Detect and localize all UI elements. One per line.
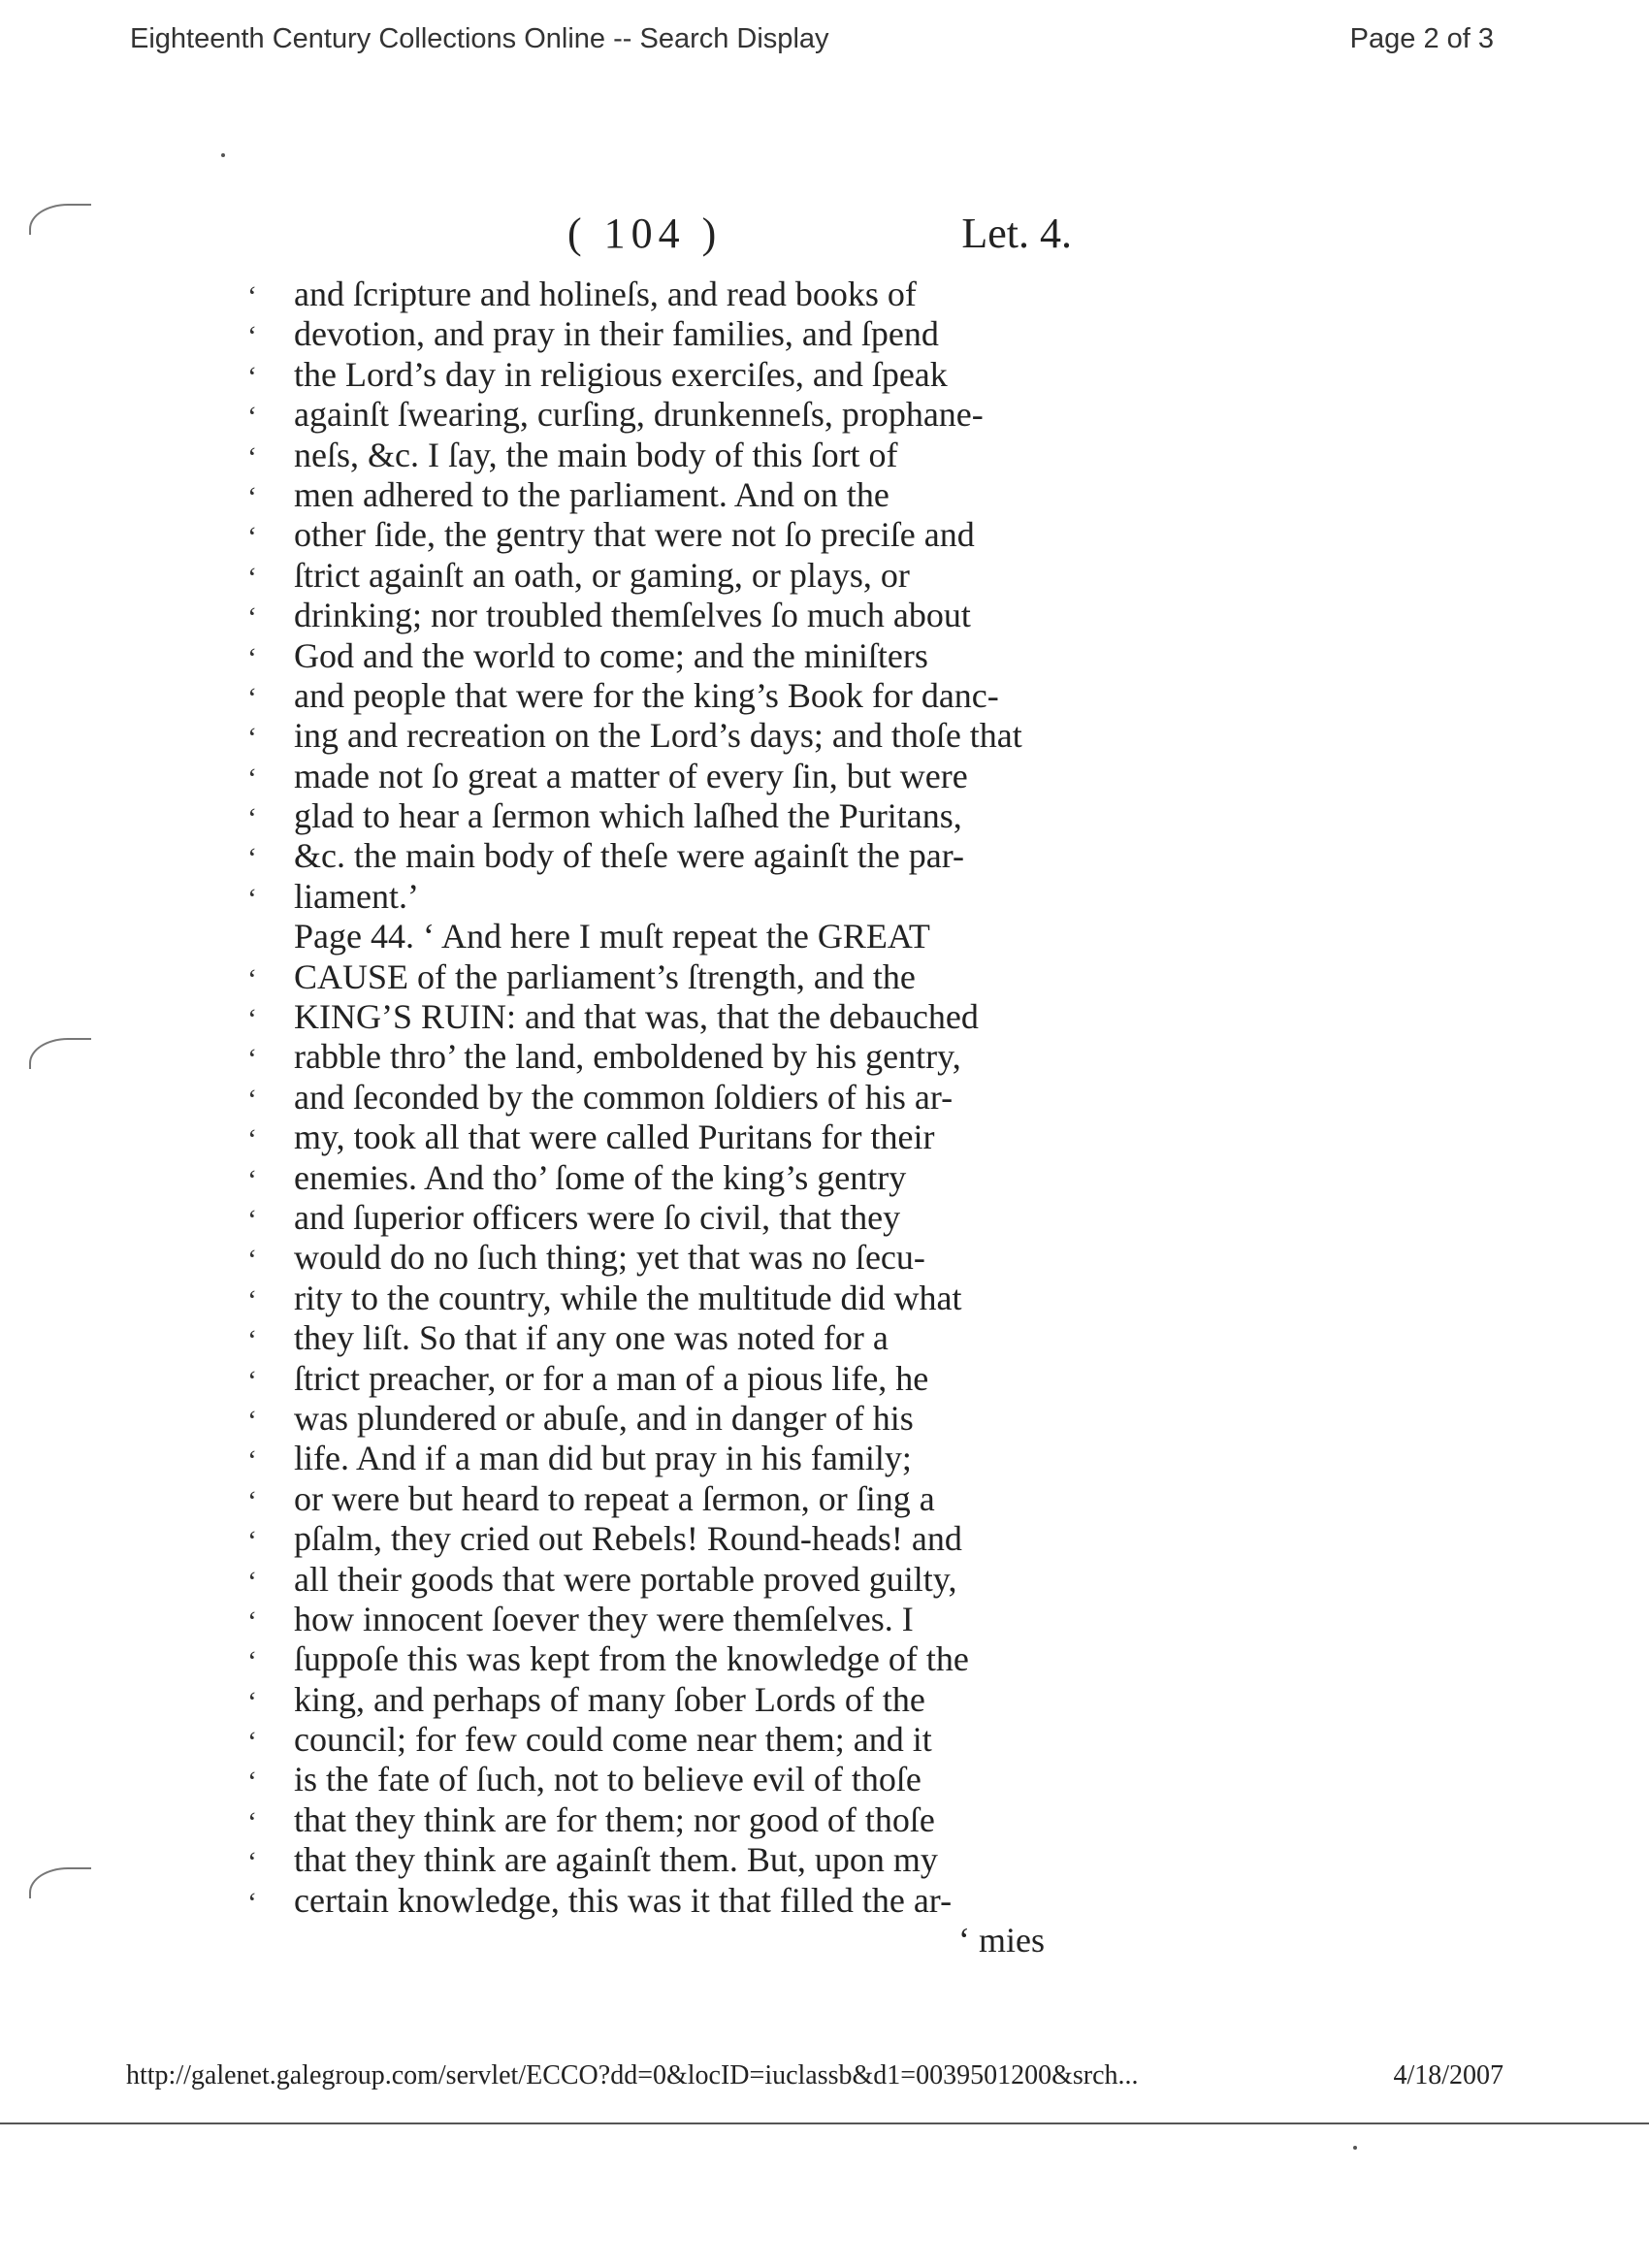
text-line xyxy=(247,877,1052,917)
letter-reference: Let. 4. xyxy=(961,210,1072,257)
text-line xyxy=(247,1238,1052,1278)
quote-mark: ‘ xyxy=(247,280,257,312)
quote-mark: ‘ xyxy=(247,1444,257,1477)
punch-hole-mark xyxy=(29,204,91,235)
text-line-content: ſuppoſe this was kept from the knowledge of the xyxy=(294,1639,969,1679)
text-line xyxy=(247,1639,1052,1679)
quote-mark: ‘ xyxy=(247,882,257,915)
text-line-content: glad to hear a ſermon which laſhed the Puritans, xyxy=(294,796,962,836)
quote-mark: ‘ xyxy=(247,1604,257,1637)
text-line xyxy=(247,1840,1052,1880)
punch-hole-mark xyxy=(29,1867,91,1898)
text-line-content: council; for few could come near them; and it xyxy=(294,1720,932,1760)
quote-mark: ‘ xyxy=(247,1364,257,1397)
text-line-content: ing and recreation on the Lord’s days; and thoſe that xyxy=(294,716,1022,756)
quote-mark: ‘ xyxy=(247,1043,257,1076)
text-line-content: or were but heard to repeat a ſermon, or ſing a xyxy=(294,1478,935,1518)
text-line-content: men adhered to the parliament. And on the xyxy=(294,474,889,514)
text-line xyxy=(247,1158,1052,1198)
text-line-content: would do no ſuch thing; yet that was no ſecu- xyxy=(294,1238,925,1278)
text-line xyxy=(247,515,1052,555)
text-line-content: certain knowledge, this was it that filled the ar- xyxy=(294,1880,953,1920)
text-line xyxy=(247,1560,1052,1600)
quote-mark: ‘ xyxy=(247,641,257,674)
quote-mark: ‘ xyxy=(247,521,257,554)
text-line-content: Page 44. ‘ And here I muſt repeat the GREAT xyxy=(294,917,930,956)
text-line xyxy=(247,355,1052,395)
quote-mark: ‘ xyxy=(247,1685,257,1718)
quote-mark: ‘ xyxy=(247,1805,257,1838)
text-line-content: and ſuperior officers were ſo civil, that they xyxy=(294,1197,901,1237)
text-line-content: rity to the country, while the multitude did what xyxy=(294,1278,962,1317)
quote-mark: ‘ xyxy=(247,1244,257,1277)
text-line-content: and ſcripture and holineſs, and read books of xyxy=(294,275,917,313)
text-line xyxy=(247,1279,1052,1318)
text-line-content: &c. the main body of theſe were againſt the par- xyxy=(294,836,965,876)
quote-mark: ‘ xyxy=(247,601,257,634)
print-footer-url: http://galenet.galegroup.com/servlet/ECCO?dd=0&locID=iuclassb&d1=0039501200&srch... xyxy=(126,2060,1139,2090)
text-line xyxy=(247,1118,1052,1157)
print-footer-date: 4/18/2007 xyxy=(1393,2060,1504,2090)
text-line xyxy=(247,1881,1052,1921)
text-line-content: and people that were for the king’s Book for danc- xyxy=(294,675,999,715)
text-line xyxy=(247,275,1052,314)
text-line-content: God and the world to come; and the miniſters xyxy=(294,635,928,675)
text-line-content: ſtrict preacher, or for a man of a pious life, he xyxy=(294,1358,929,1398)
text-line-content: drinking; nor troubled themſelves ſo much about xyxy=(294,596,971,635)
text-line xyxy=(247,1359,1052,1399)
print-page-count: Page 2 of 3 xyxy=(1349,23,1494,54)
text-line xyxy=(247,1198,1052,1238)
text-line-content: liament.’ xyxy=(294,876,419,916)
print-header-title: Eighteenth Century Collections Online -- Search Display xyxy=(130,23,829,54)
quote-mark: ‘ xyxy=(247,722,257,755)
text-line-content: is the fate of ſuch, not to believe evil of thoſe xyxy=(294,1760,922,1799)
quote-mark: ‘ xyxy=(247,1766,257,1798)
text-line xyxy=(247,395,1052,435)
text-line-content: they liſt. So that if any one was noted for a xyxy=(294,1318,889,1358)
text-line-content: that they think are againſt them. But, upon my xyxy=(294,1840,938,1880)
text-line-content: KING’S RUIN: and that was, that the debauched xyxy=(294,997,979,1037)
text-line-content: rabble thro’ the land, emboldened by his gentry, xyxy=(294,1037,961,1077)
quote-mark: ‘ xyxy=(247,1203,257,1236)
quote-mark: ‘ xyxy=(247,1083,257,1116)
text-line-content: againſt ſwearing, curſing, drunkenneſs, prophane- xyxy=(294,395,984,435)
quote-mark: ‘ xyxy=(247,561,257,594)
quote-mark: ‘ xyxy=(247,1565,257,1598)
text-line xyxy=(247,1037,1052,1077)
text-line xyxy=(247,636,1052,676)
print-header xyxy=(130,23,1494,62)
catchword-line xyxy=(247,1921,1052,1960)
quote-mark: ‘ xyxy=(247,1726,257,1759)
text-line xyxy=(247,716,1052,756)
text-line-content: all their goods that were portable proved guilty, xyxy=(294,1559,957,1599)
quote-mark: ‘ xyxy=(247,1123,257,1156)
scan-speck xyxy=(1353,2146,1357,2150)
scan-speck xyxy=(221,153,225,157)
text-line xyxy=(247,1760,1052,1799)
book-page-number: ( 104 ) xyxy=(567,210,723,257)
quote-mark: ‘ xyxy=(247,401,257,434)
text-line xyxy=(247,596,1052,635)
book-page-heading xyxy=(567,209,1072,267)
text-line-content: the Lord’s day in religious exerciſes, and ſpeak xyxy=(294,354,948,394)
text-line xyxy=(247,957,1052,997)
text-line xyxy=(247,676,1052,716)
text-line-content: ſtrict againſt an oath, or gaming, or plays, or xyxy=(294,555,910,595)
text-line xyxy=(247,1439,1052,1478)
quote-mark: ‘ xyxy=(247,1324,257,1357)
text-line xyxy=(247,796,1052,836)
quote-mark: ‘ xyxy=(247,440,257,473)
text-line-content: life. And if a man did but pray in his family; xyxy=(294,1439,912,1478)
text-line-content: pſalm, they cried out Rebels! Round-heads! and xyxy=(294,1519,962,1559)
quote-mark: ‘ xyxy=(247,1484,257,1517)
text-line xyxy=(247,1078,1052,1118)
text-line xyxy=(247,314,1052,354)
scanned-page-text xyxy=(247,275,1052,1960)
text-line xyxy=(247,1680,1052,1720)
quote-mark: ‘ xyxy=(247,320,257,353)
text-line xyxy=(247,997,1052,1037)
quote-mark: ‘ xyxy=(247,1003,257,1036)
footer-divider xyxy=(0,2122,1649,2124)
quote-mark: ‘ xyxy=(247,1163,257,1196)
text-line-content: other ſide, the gentry that were not ſo preciſe and xyxy=(294,515,975,555)
text-line-content: my, took all that were called Puritans for their xyxy=(294,1118,935,1157)
text-line xyxy=(247,1519,1052,1559)
text-line-content: how innocent ſoever they were themſelves. I xyxy=(294,1599,914,1638)
quote-mark: ‘ xyxy=(247,1645,257,1678)
text-line xyxy=(247,757,1052,796)
catchword: ‘ mies xyxy=(958,1921,1045,1960)
quote-mark: ‘ xyxy=(247,1404,257,1437)
text-line xyxy=(247,1720,1052,1760)
text-line xyxy=(247,475,1052,515)
text-line xyxy=(247,1600,1052,1639)
text-line-content: that they think are for them; nor good of thoſe xyxy=(294,1799,935,1839)
quote-mark: ‘ xyxy=(247,480,257,513)
text-line-content: neſs, &c. I ſay, the main body of this ſort of xyxy=(294,435,898,474)
text-line-content: enemies. And tho’ ſome of the king’s gentry xyxy=(294,1157,907,1197)
quote-mark: ‘ xyxy=(247,842,257,875)
text-line xyxy=(247,836,1052,876)
text-line xyxy=(247,1800,1052,1840)
text-line-content: devotion, and pray in their families, and ſpend xyxy=(294,314,939,354)
quote-mark: ‘ xyxy=(247,962,257,995)
text-line xyxy=(247,1479,1052,1519)
quote-mark: ‘ xyxy=(247,1846,257,1879)
quote-mark: ‘ xyxy=(247,1886,257,1919)
text-line-content: made not ſo great a matter of every ſin, but were xyxy=(294,756,968,795)
quote-mark: ‘ xyxy=(247,761,257,794)
quote-mark: ‘ xyxy=(247,802,257,835)
text-line-content: was plundered or abuſe, and in danger of his xyxy=(294,1398,914,1438)
text-line-content: and ſeconded by the common ſoldiers of his ar- xyxy=(294,1077,954,1117)
text-line xyxy=(247,917,1052,956)
text-line xyxy=(247,436,1052,475)
quote-mark: ‘ xyxy=(247,1525,257,1558)
text-line xyxy=(247,1318,1052,1358)
text-line xyxy=(247,556,1052,596)
quote-mark: ‘ xyxy=(247,1283,257,1316)
text-line-content: CAUSE of the parliament’s ſtrength, and the xyxy=(294,956,916,996)
punch-hole-mark xyxy=(29,1038,91,1069)
text-line xyxy=(247,1399,1052,1439)
quote-mark: ‘ xyxy=(247,360,257,393)
text-line-content: king, and perhaps of many ſober Lords of the xyxy=(294,1679,925,1719)
quote-mark: ‘ xyxy=(247,681,257,714)
